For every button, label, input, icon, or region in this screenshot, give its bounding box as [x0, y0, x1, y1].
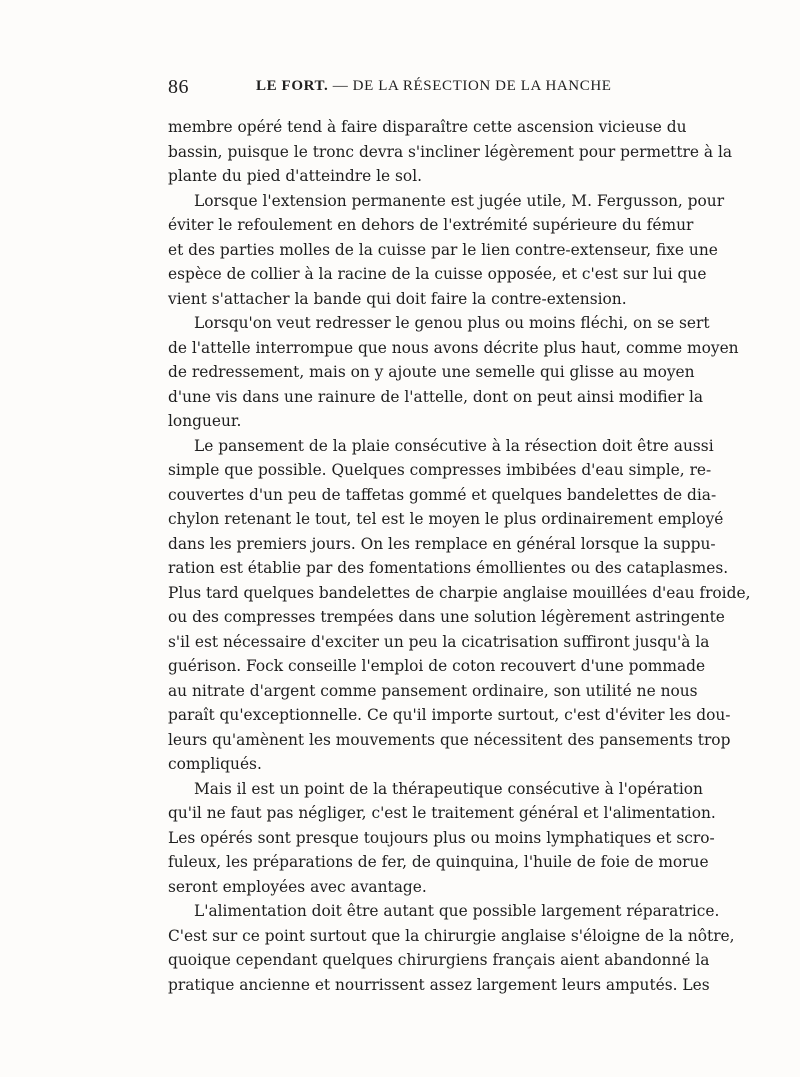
text-line: qu'il ne faut pas négliger, c'est le traitement général et l'alimentation. [168, 804, 716, 822]
text-line: Lorsqu'on veut redresser le genou plus ou moins fléchi, on se sert [194, 314, 710, 332]
text-line: bassin, puisque le tronc devra s'incliner légèrement pour permettre à la [168, 142, 733, 161]
text-line: vient s'attacher la bande qui doit faire la contre-extension. [168, 289, 627, 308]
body-text [168, 115, 751, 997]
text-line: couvertes d'un peu de taffetas gommé et quelques bandelettes de dia- [168, 485, 717, 504]
text-line: Le pansement de la plaie consécutive à la résection doit être aussi [194, 436, 714, 455]
text-line: L'alimentation doit être autant que possible largement réparatrice. [194, 902, 720, 920]
running-title [256, 78, 612, 95]
page-number: 86 [168, 76, 189, 98]
text-line: fuleux, les préparations de fer, de quinquina, l'huile de foie de morue [168, 853, 709, 871]
text-line: guérison. Fock conseille l'emploi de coton recouvert d'une pommade [168, 657, 706, 675]
text-line: Plus tard quelques bandelettes de charpie anglaise mouillées d'eau froide, [168, 583, 751, 602]
text-line: s'il est nécessaire d'exciter un peu la cicatrisation suffiront jusqu'à la [168, 632, 710, 651]
text-line: plante du pied d'atteindre le sol. [168, 167, 423, 185]
text-line: éviter le refoulement en dehors de l'extrémité supérieure du fémur [168, 216, 694, 234]
text-line: de redressement, mais on y ajoute une semelle qui glisse au moyen [168, 363, 695, 381]
text-line: ration est établie par des fomentations émollientes ou des cataplasmes. [168, 559, 729, 577]
text-line: chylon retenant le tout, tel est le moyen le plus ordinairement employé [168, 510, 724, 528]
text-line: de l'attelle interrompue que nous avons décrite plus haut, comme moyen [168, 338, 739, 357]
text-line: d'une vis dans une rainure de l'attelle, dont on peut ainsi modifier la [168, 387, 704, 406]
text-line: Mais il est un point de la thérapeutique consécutive à l'opération [194, 779, 703, 798]
text-line: Les opérés sont presque toujours plus ou moins lymphatiques et scro- [168, 828, 715, 847]
text-line: membre opéré tend à faire disparaître cette ascension vicieuse du [168, 118, 687, 136]
text-line: paraît qu'exceptionnelle. Ce qu'il importe surtout, c'est d'éviter les dou- [168, 706, 731, 724]
text-line: seront employées avec avantage. [168, 877, 427, 896]
text-line: au nitrate d'argent comme pansement ordinaire, son utilité ne nous [168, 681, 698, 700]
running-title-author: LE FORT. [256, 78, 329, 94]
running-title-text: DE LA RÉSECTION DE LA HANCHE [352, 78, 612, 94]
page-header [168, 76, 638, 104]
text-line: simple que possible. Quelques compresses imbibées d'eau simple, re- [168, 461, 712, 479]
text-line: Lorsque l'extension permanente est jugée utile, M. Fergusson, pour [194, 191, 725, 210]
text-line: C'est sur ce point surtout que la chirurgie anglaise s'éloigne de la nôtre, [168, 926, 735, 945]
text-line: compliqués. [168, 755, 262, 773]
text-line: leurs qu'amènent les mouvements que nécessitent des pansements trop [168, 730, 731, 749]
running-title-separator: — [332, 78, 349, 94]
text-line: espèce de collier à la racine de la cuisse opposée, et c'est sur lui que [168, 265, 707, 283]
text-line: dans les premiers jours. On les remplace en général lorsque la suppu- [168, 534, 716, 553]
text-line: pratique ancienne et nourrissent assez largement leurs amputés. Les [168, 975, 710, 994]
text-line: et des parties molles de la cuisse par le lien contre-extenseur, fixe une [168, 240, 718, 259]
text-line: ou des compresses trempées dans une solution légèrement astringente [168, 608, 725, 626]
text-line: quoique cependant quelques chirurgiens français aient abandonné la [168, 951, 710, 969]
text-line: longueur. [168, 412, 242, 430]
